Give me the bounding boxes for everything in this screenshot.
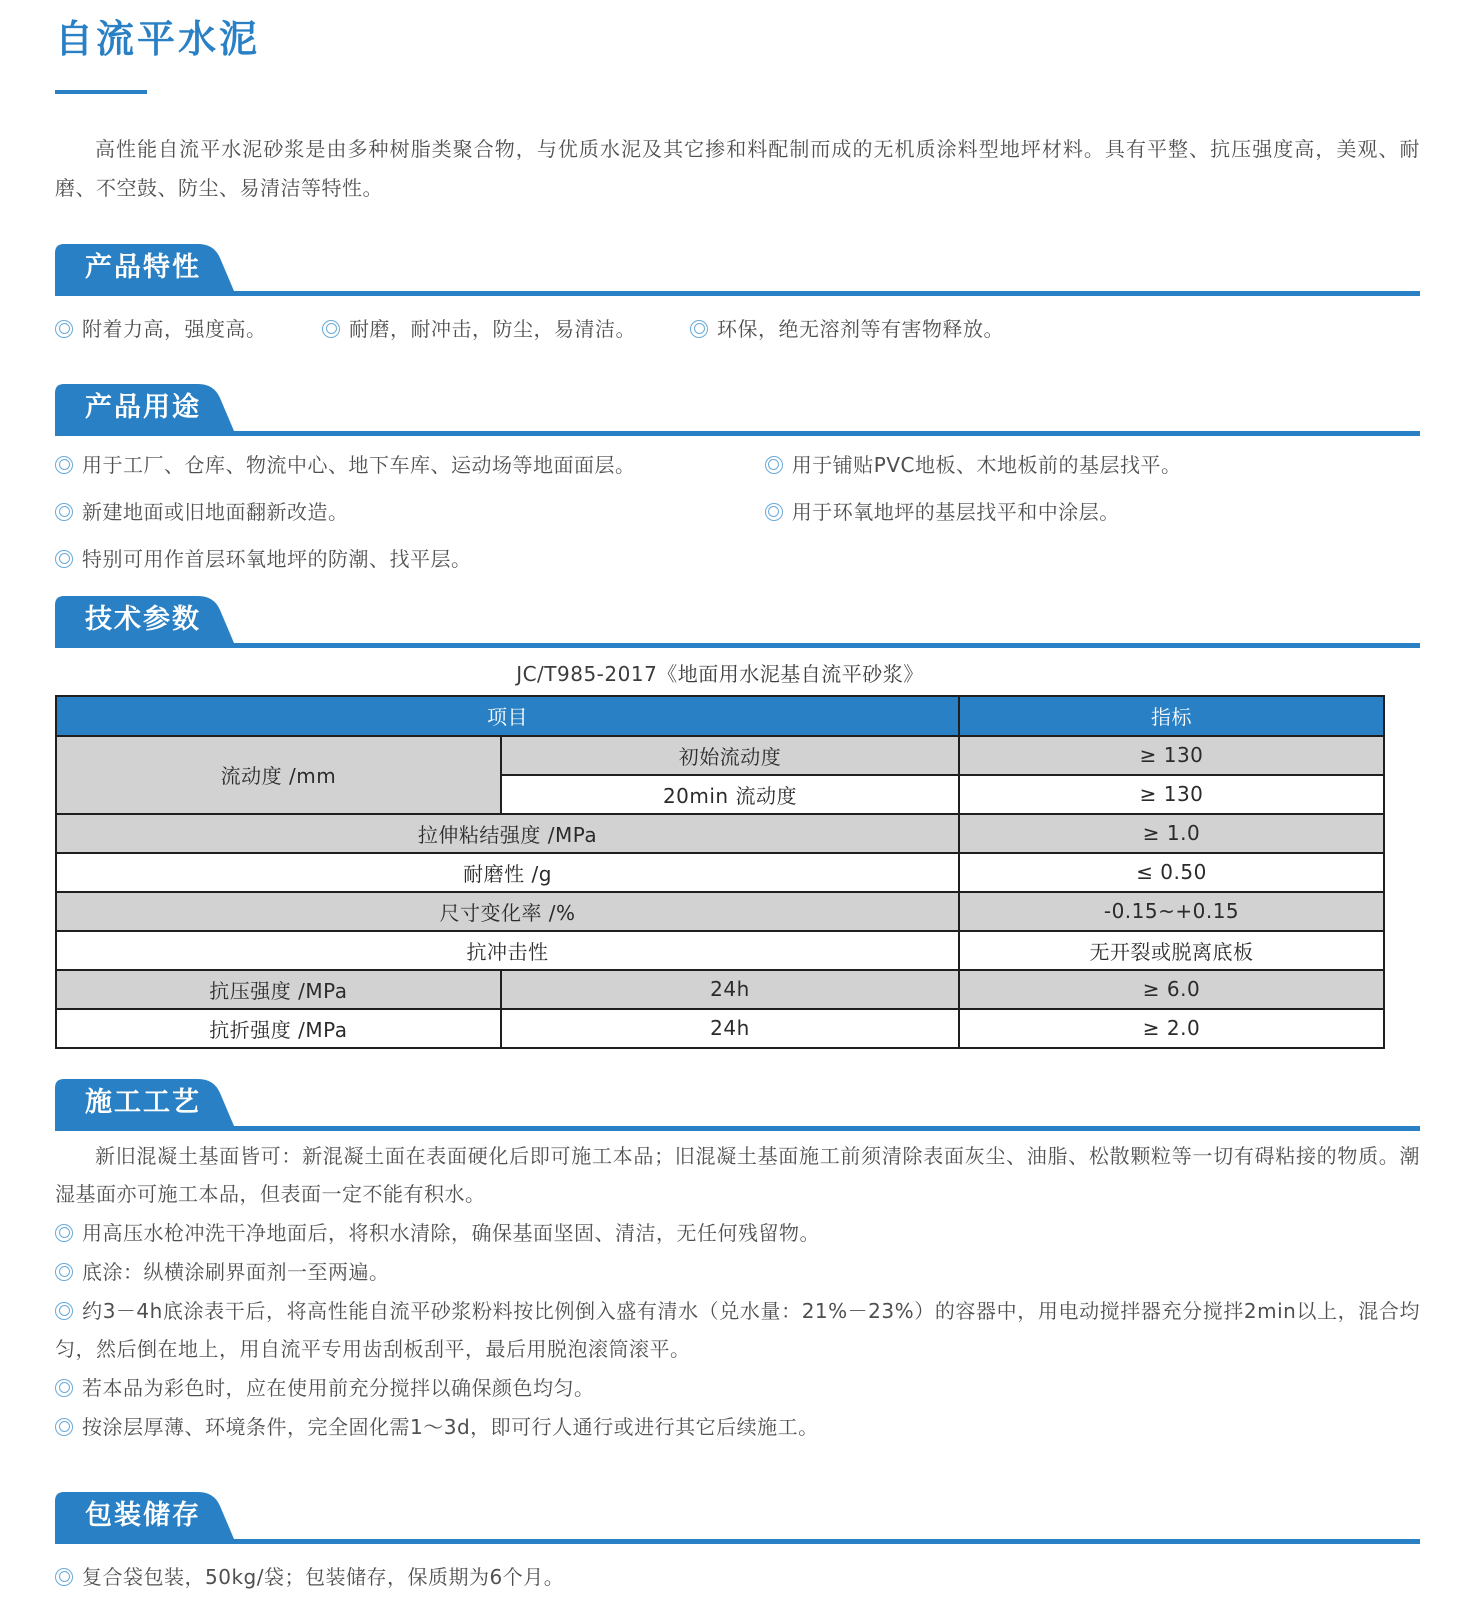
list-item-text: 用于铺贴PVC地板、木地板前的基层找平。 [791,452,1182,477]
spec-item-cell: 抗折强度 /MPa [56,1009,501,1048]
section-header [55,596,1420,648]
features-list [55,310,1420,348]
bullet-icon [55,503,73,521]
list-item [55,310,322,348]
list-item [55,1408,1420,1446]
spec-value-cell: ≥ 2.0 [959,1009,1384,1048]
list-item-text: 特别可用作首层环氧地坪的防潮、找平层。 [82,546,472,571]
list-item-text: 复合袋包装，50kg/袋；包装储存，保质期为6个月。 [82,1564,565,1589]
list-item [55,446,765,484]
spec-value-cell: -0.15~+0.15 [959,892,1384,931]
page-title: 自流平水泥 [55,17,261,61]
specs-table [55,695,1385,1049]
section-title: 施工工艺 [85,1086,201,1118]
list-item [55,1558,1420,1596]
process-instructions [55,1137,1420,1446]
section-header [55,384,1420,436]
list-item-text: 底涂：纵横涂刷界面剂一至两遍。 [82,1259,390,1284]
list-item-text: 若本品为彩色时，应在使用前充分搅拌以确保颜色均匀。 [82,1375,595,1400]
list-item [55,1253,1420,1291]
bullet-icon [690,320,708,338]
bullet-icon [55,550,73,568]
packaging-list [55,1558,1420,1596]
bullet-icon [55,320,73,338]
bullet-icon [55,1302,73,1320]
section-uses [55,384,1420,578]
list-item [765,493,1420,531]
spec-subitem-cell: 初始流动度 [501,736,959,775]
title-underline [55,90,147,94]
bullet-icon [765,456,783,474]
bullet-icon [55,1263,73,1281]
section-title: 产品特性 [85,251,201,283]
bullet-icon [322,320,340,338]
spec-value-cell: ≥ 130 [959,775,1384,814]
table-row [56,736,1384,775]
bullet-icon [55,1418,73,1436]
list-item-text: 按涂层厚薄、环境条件，完全固化需1～3d，即可行人通行或进行其它后续施工。 [82,1414,819,1439]
spec-item-cell: 抗冲击性 [56,931,959,970]
spec-subitem-cell: 24h [501,970,959,1009]
spec-item-cell: 抗压强度 /MPa [56,970,501,1009]
table-row [56,931,1384,970]
table-row [56,1009,1384,1048]
spec-value-cell: ≥ 1.0 [959,814,1384,853]
bullet-icon [765,503,783,521]
list-item-text: 约3－4h底涂表干后，将高性能自流平砂浆粉料按比例倒入盛有清水（兑水量：21%－23%）的容器中，用电动搅拌器充分搅拌2min以上，混合均匀，然后倒在地上，用自流平专用齿刮板刮平，最后用脱泡滚筒滚平。 [55,1298,1420,1361]
bullet-icon [55,1568,73,1586]
spec-item-cell: 耐磨性 /g [56,853,959,892]
list-item [55,1369,1420,1407]
spec-item-cell: 尺寸变化率 /% [56,892,959,931]
list-item [55,1292,1420,1368]
list-item [55,493,765,531]
column-header-index: 指标 [959,696,1384,736]
section-title: 技术参数 [85,603,201,635]
spec-subitem-cell: 24h [501,1009,959,1048]
table-row [56,853,1384,892]
spec-value-cell: ≥ 6.0 [959,970,1384,1009]
spec-subitem-cell: 20min 流动度 [501,775,959,814]
spec-value-cell: 无开裂或脱离底板 [959,931,1384,970]
section-header [55,1079,1420,1131]
section-title: 产品用途 [85,391,201,423]
table-row [56,892,1384,931]
bullet-icon [55,1224,73,1242]
spec-standard-caption: JC/T985-2017《地面用水泥基自流平砂浆》 [516,661,924,686]
section-specs [55,596,1420,1049]
list-item-text: 环保，绝无溶剂等有害物释放。 [717,316,1004,341]
list-item [690,310,1004,348]
spec-value-cell: ≤ 0.50 [959,853,1384,892]
bullet-icon [55,456,73,474]
list-item-text: 新建地面或旧地面翻新改造。 [82,499,349,524]
section-header [55,1492,1420,1544]
intro-paragraph: 高性能自流平水泥砂浆是由多种树脂类聚合物，与优质水泥及其它掺和料配制而成的无机质涂料型地坪材料。具有平整、抗压强度高，美观、耐磨、不空鼓、防尘、易清洁等特性。 [55,136,1420,200]
section-process [55,1079,1420,1446]
list-item [55,1214,1420,1252]
list-item-text: 附着力高，强度高。 [82,316,267,341]
list-item-text: 用于工厂、仓库、物流中心、地下车库、运动场等地面面层。 [82,452,636,477]
table-header-row [56,696,1384,736]
spec-value-cell: ≥ 130 [959,736,1384,775]
list-item [765,446,1420,484]
bullet-icon [55,1379,73,1397]
section-header [55,244,1420,296]
list-item [55,540,765,578]
process-intro-paragraph: 新旧混凝土基面皆可：新混凝土面在表面硬化后即可施工本品；旧混凝土基面施工前须清除表面灰尘、油脂、松散颗粒等一切有碍粘接的物质。潮湿基面亦可施工本品，但表面一定不能有积水。 [55,1143,1420,1206]
list-item-text: 耐磨，耐冲击，防尘，易清洁。 [349,316,636,341]
section-packaging [55,1492,1420,1596]
section-features [55,244,1420,348]
column-header-item: 项目 [56,696,959,736]
table-row [56,814,1384,853]
section-title: 包装储存 [85,1499,201,1531]
list-item-text: 用高压水枪冲洗干净地面后，将积水清除，确保基面坚固、清洁，无任何残留物。 [82,1220,820,1245]
uses-list [55,446,1420,578]
list-item [322,310,690,348]
spec-item-cell: 流动度 /mm [56,736,501,814]
table-row [56,970,1384,1009]
spec-item-cell: 拉伸粘结强度 /MPa [56,814,959,853]
list-item-text: 用于环氧地坪的基层找平和中涂层。 [791,499,1120,524]
